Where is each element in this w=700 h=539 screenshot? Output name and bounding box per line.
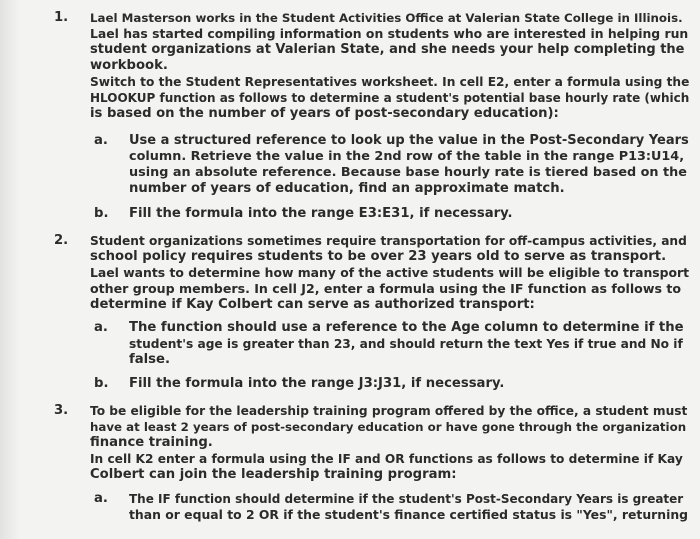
text-line: Colbert can join the leadership training program: (90, 467, 457, 482)
text-line: Lael wants to determine how many of the active students will be eligible to transport (90, 265, 690, 280)
item-2b-text (129, 376, 689, 392)
item-1b-text (129, 206, 689, 222)
sub-letter: a. (94, 320, 108, 335)
text-line: false. (129, 352, 170, 367)
text-line: Fill the formula into the range E3:E31, if necessary. (129, 206, 513, 221)
text-line: Use a structured reference to look up the value in the Post-Secondary Years (129, 133, 689, 148)
text-line: workbook. (90, 58, 168, 73)
text-line: than or equal to 2 OR if the student's finance certified status is "Yes", returning (129, 507, 689, 522)
item-3-text (90, 403, 690, 483)
text-line: is based on the number of years of post-secondary education): (90, 106, 559, 121)
item-number: 2. (54, 233, 69, 248)
text-line: have at least 2 years of post-secondary education or have gone through the organization (90, 420, 687, 434)
text-line: HLOOKUP function as follows to determine a student's potential base hourly rate (which (90, 91, 690, 105)
text-line: Lael has started compiling information on students who are interested in helping run (90, 26, 689, 41)
text-line: school policy requires students to be over 23 years old to serve as transport. (90, 249, 667, 264)
item-2a-text (129, 320, 689, 368)
item-1a-text (129, 133, 689, 197)
text-line: In cell K2 enter a formula using the IF and OR functions as follows to determine if Kay (90, 452, 683, 466)
text-line: Lael Masterson works in the Student Activities Office at Valerian State College in Illinois. (90, 11, 683, 25)
item-number: 3. (54, 403, 69, 418)
text-line: column. Retrieve the value in the 2nd row of the table in the range P13:U14, (129, 149, 685, 164)
page-edge-shadow (0, 0, 20, 539)
text-line: student organizations at Valerian State, and she needs your help completing the (90, 42, 685, 57)
sub-letter: a. (94, 133, 108, 148)
sub-letter: a. (94, 491, 108, 506)
text-line: To be eligible for the leadership training program offered by the office, a student must (90, 404, 688, 418)
text-line: student's age is greater than 23, and should return the text Yes if true and No if (129, 337, 683, 351)
text-line: The function should use a reference to the Age column to determine if the (129, 320, 684, 335)
text-line: determine if Kay Colbert can serve as authorized transport: (90, 297, 535, 312)
sub-letter: b. (94, 206, 109, 221)
text-line: Student organizations sometimes require transportation for off-campus activities, and (90, 234, 687, 248)
item-number: 1. (54, 10, 69, 25)
item-1-text (90, 10, 690, 122)
text-line: Switch to the Student Representatives worksheet. In cell E2, enter a formula using the (90, 75, 690, 89)
item-2-text (90, 233, 690, 313)
text-line: number of years of education, find an approximate match. (129, 181, 565, 196)
text-line: The IF function should determine if the student's Post-Secondary Years is greater (129, 492, 684, 506)
text-line: Fill the formula into the range J3:J31, if necessary. (129, 376, 505, 391)
text-line: finance training. (90, 435, 213, 450)
text-line: other group members. In cell J2, enter a formula using the IF function as follows to (90, 281, 682, 296)
text-line: using an absolute reference. Because base hourly rate is tiered based on the (129, 165, 687, 180)
item-3a-text (129, 491, 689, 523)
sub-letter: b. (94, 376, 109, 391)
